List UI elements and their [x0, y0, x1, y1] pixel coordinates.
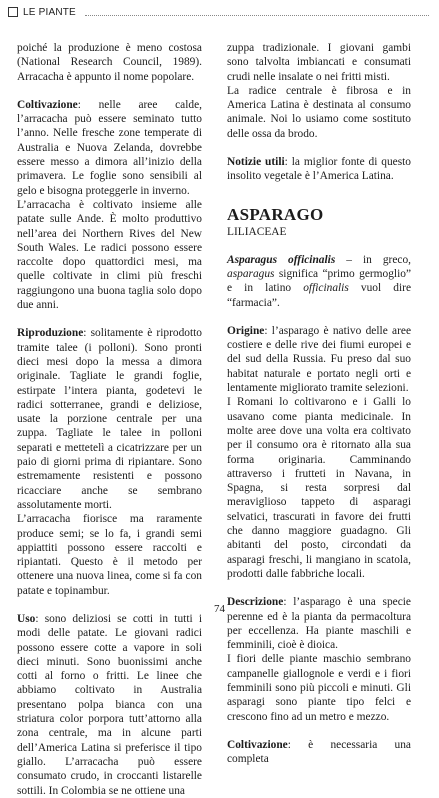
plant-family: LILIACEAE [227, 225, 287, 238]
species-text: vuol dire “farmacia”. [227, 282, 411, 309]
running-header-title: LE PIANTE [23, 7, 76, 18]
header-dotted-rule [85, 15, 429, 16]
paragraph: L’arracacha fiorisce ma raramente produce semi; se lo fa, i grandi semi appiattiti possono essere raccolti e ripiantati. Questo è il metodo per ottenere una nuova linea, come si fa con patate e topinambur. [17, 513, 202, 597]
paragraph: L’arracacha è coltivato insieme alle patate sulle Ande. È molto produttivo nell’area dei Northern Rives del New South Wales. Le radici possono essere raccolte dopo quattordici mesi, ma quelle coltivate in climi più freschi raggiungono una buona taglia solo dopo due anni. [17, 198, 202, 312]
paragraph-coltivazione [227, 738, 411, 767]
term-label: Uso [17, 612, 36, 625]
paragraph-species [227, 253, 411, 310]
term-text: : sono deliziosi se cotti in tutti i modi delle patate. Le giovani radici possono essere cotte a vapore in soli dieci minuti. Sono buonissimi anche cotti al forno o fritti. Le linee che abbiamo coltivato in Australia presentano polpa bianca con una striatura color porpora tutt’attorno alla zona centrale, ma in alcune parti dell’America Latina si preferisce il tipo giallo. L’arracacha può essere consumato crudo, in croccanti listarelle sottili. In Colombia se ne ottiene una [17, 612, 202, 797]
term-text: : è necessaria una completa [227, 738, 411, 766]
paragraph: La radice centrale è fibrosa e in America Latina è destinata al consumo animale. Noi lo usiamo come sostituto delle ossa da brodo. [227, 84, 411, 140]
species-text: – in greco, [335, 253, 411, 266]
left-column [17, 41, 202, 798]
term-label: Notizie utili [227, 156, 285, 169]
paragraph: poiché la produzione è meno costosa (National Research Council, 1989). Arracacha è appunto il nome popolare. [17, 42, 202, 83]
term-label: Coltivazione [17, 98, 78, 111]
species-text: significa “primo germoglio” e in latino [227, 267, 411, 295]
paragraph: I Romani lo coltivarono e i Galli lo usavano come pianta medicinale. In molte aree dove una volta era coltivato per il consumo ora è ritornato alla sua forma originaria. Camminando attraverso i frutteti in Navana, in Spagna, si resta sorpresi dal meraviglioso tappeto di asparagi selvatici, trascurati in favore dei frutti che danno maggiore guadagno. Gli abitanti del posto, circondati da asparagi freschi, li mangiano in scatola, prodotti dalle fabbriche locali. [227, 396, 411, 580]
term-text: : l’asparago è una specie perenne ed è la pianta da permacoltura per eccellenza. Ha piante maschili e femminili, cioè è dioica. [227, 596, 411, 652]
right-column [227, 41, 411, 766]
paragraph: zuppa tradizionale. I giovani gambi sono talvolta imbiancati e consumati crudi nelle insalate o nei fritti misti. [227, 42, 411, 83]
paragraph: I fiori delle piante maschio sembrano campanelle giallognole e verdi e i fiori femminili sono più piccoli e minuti. Gli asparagi sono piante tipo felci e crescono fino ad un metro e mezzo. [227, 653, 411, 723]
term-text: : la miglior fonte di questo insolito vegetale è l’America Latina. [227, 156, 411, 183]
term-label: Coltivazione [227, 738, 288, 751]
species-name: Asparagus officinalis [227, 253, 336, 266]
term-label: Origine [227, 324, 265, 337]
term-text: : nelle aree calde, l’arracacha può essere seminato tutto l’anno. Nelle fresche zone temperate di Australia e Nuova Zelanda, dovrebbe essere messo a dimora all’inizio della primavera. Le foglie sono sensibili al gelo e bisogna proteggerle in inverno. [17, 98, 202, 197]
section-title: ASPARAGO [227, 204, 324, 224]
paragraph-origine [227, 324, 411, 395]
greek-term: asparagus [227, 267, 275, 280]
paragraph-riproduzione [17, 326, 202, 512]
term-text: : solitamente è riprodotto tramite talee (i polloni). Sono pronti dieci mesi dopo la messa a dimora originale. Tagliate le grandi foglie, estirpate l’intera pianta, godetevi le radici sotterranee, grandi e deliziose, usate la porzione centrale per una zuppa. Tagliate le talee in polloni separati e mettetelì a cicatrizzare per un paio di giorni prima di ripiantare. Sono estremamente resistenti e possono ricacciare anche se sembrano assolutamente morti. [17, 327, 202, 511]
latin-term: officinalis [303, 282, 349, 295]
paragraph-coltivazione [17, 98, 202, 198]
term-text: : l’asparago è nativo delle aree costiere e delle rive dei fiumi europei e del sud della Russia. Fu preso dal suo habitat naturale e portato negli orti e lentamente migliorato tramite selezioni. [227, 324, 411, 395]
paragraph-notizie-utili [227, 155, 411, 184]
term-label: Descrizione [227, 596, 284, 609]
page-number: 74 [214, 603, 225, 615]
running-header [8, 6, 431, 20]
term-label: Riproduzione [17, 327, 84, 340]
square-icon [8, 7, 18, 17]
